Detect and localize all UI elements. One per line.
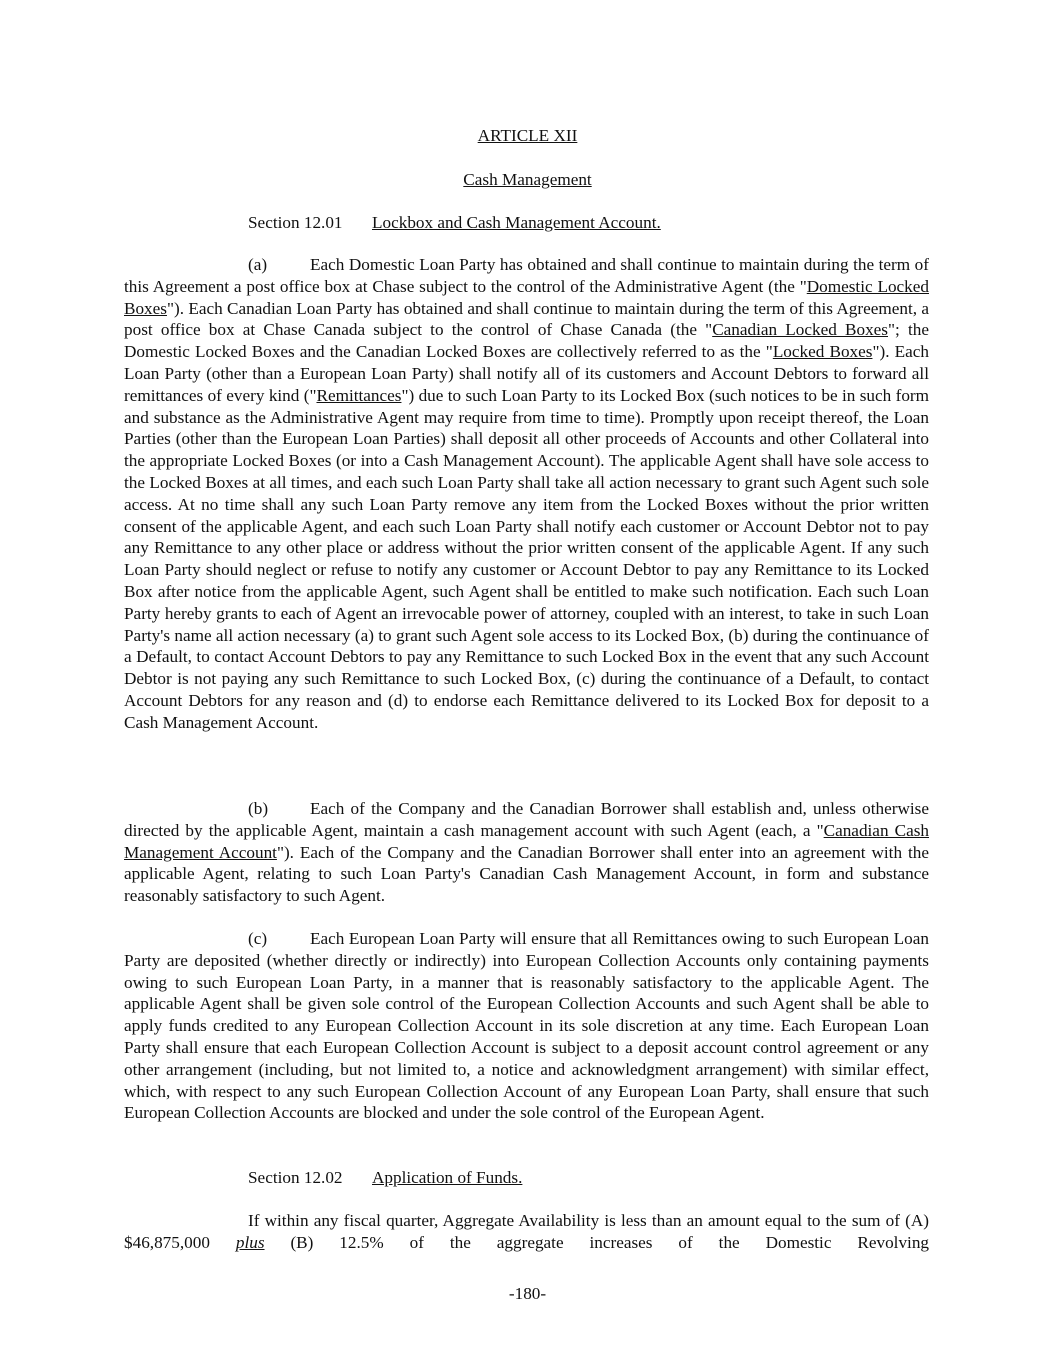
page-number: -180- (508, 1284, 547, 1303)
section-title: Application of Funds. (372, 1168, 523, 1187)
defined-term: Domestic Locked Boxes (124, 276, 929, 318)
article-title: ARTICLE XII (477, 126, 578, 145)
paragraph-text: (B) 12.5% of the aggregate increases of the Domestic Revolving (264, 1232, 930, 1252)
section-number: Section 12.01 (248, 213, 343, 232)
paragraph-label: (a) (248, 255, 268, 274)
section-heading-12-01 (248, 212, 661, 234)
paragraph-text: "). Each Canadian Loan Party has obtained and shall continue to maintain during the term of this Agreement, a post office box at Chase Canada subject to the control of Chase Canada (the " (124, 298, 929, 340)
defined-term: Remittances (316, 385, 402, 405)
plus-term: plus (235, 1232, 265, 1252)
section-heading-12-02 (248, 1167, 522, 1189)
defined-term: Canadian Locked Boxes (712, 320, 888, 340)
paragraph-text: Each Domestic Loan Party has obtained and shall continue to maintain during the term of this Agreement a post office box at Chase subject to the control of the Administrative Agent (the " (124, 255, 929, 296)
paragraph-label: (c) (248, 929, 268, 948)
paragraph-text: Each European Loan Party will ensure that all Remittances owing to such European Loan Party are deposited (whether directly or indirectly) into European Collection Accounts only containing payments owing to such European Loan Party, in a manner that is reasonably satisfactory to the applicable Agent. The applicable Agent shall be given sole control of the European Collection Accounts and such Agent shall be able to apply funds credited to any European Collection Account in its sole discretion at any time. Each European Loan Party shall ensure that each European Collection Account is subject to a deposit account control agreement or any other arrangement (including, but not limited to, a notice and acknowledgment arrangement) with similar effect, which, with respect to any such European Collection Account of any European Loan Party, shall ensure that such European Collection Accounts are blocked and under the sole control of the European Agent. (124, 929, 929, 1123)
paragraph-c (124, 928, 929, 1124)
paragraph-b (124, 798, 929, 907)
section-title: Lockbox and Cash Management Account. (372, 213, 661, 232)
paragraph-text: "; the Domestic Locked Boxes and the Canadian Locked Boxes are collectively referred to as the " (124, 320, 929, 362)
section-number: Section 12.02 (248, 1168, 343, 1187)
paragraph-text: If within any fiscal quarter, Aggregate Availability is less than an amount equal to the sum of (A) $46,875,000 (124, 1211, 929, 1252)
defined-term: Canadian Cash Management Account (124, 820, 929, 862)
paragraph-text: ") due to such Loan Party to its Locked Box (such notices to be in such form and substance as the Administrative Agent may require from time to time). Promptly upon receipt thereof, the Loan Parties (other than the European Loan Parties) shall deposit all other proceeds of Accounts and other Collateral into the appropriate Locked Boxes (or into a Cash Management Account). The applicable Agent shall have sole access to the Locked Boxes at all times, and each such Loan Party shall take all action necessary to grant such Agent such sole access. At no time shall any such Loan Party remove any item from the Locked Boxes without the prior written consent of the applicable Agent, and each such Loan Party shall notify each customer or Account Debtor not to pay any Remittance to any other place or address without the prior written consent of the applicable Agent. If any such Loan Party should neglect or refuse to notify any customer or Account Debtor to pay any Remittance to its Locked Box after notice from the applicable Agent, such Agent shall be entitled to make such notification. Each such Loan Party hereby grants to each of Agent an irrevocable power of attorney, coupled with an interest, to take in such Loan Party's name all action necessary (a) to grant such Agent sole access to its Locked Box, (b) during the continuance of a Default, to contact Account Debtors to pay any Remittance to such Locked Box in the event that any such Account Debtor is not paying any such Remittance to such Locked Box, (c) during the continuance of a Default, to contact Account Debtors for any reason and (d) to endorse each Remittance delivered to its Locked Box for deposit to a Cash Management Account. (124, 385, 929, 732)
paragraph-application-of-funds (124, 1210, 929, 1254)
paragraph-label: (b) (248, 799, 269, 818)
article-subtitle: Cash Management (463, 170, 592, 189)
paragraph-a (124, 254, 929, 734)
defined-term: Locked Boxes (772, 342, 873, 362)
paragraph-text: "). Each Loan Party (other than a European Loan Party) shall notify all of its customers and Account Debtors to forward all remittances of every kind (" (124, 342, 929, 405)
paragraph-text: Each of the Company and the Canadian Borrower shall establish and, unless otherwise directed by the applicable Agent, maintain a cash management account with such Agent (each, a " (124, 799, 929, 840)
paragraph-text: "). Each of the Company and the Canadian Borrower shall enter into an agreement with the applicable Agent, relating to such Loan Party's Canadian Cash Management Account, in form and substance reasonably satisfactory to such Agent. (124, 842, 929, 906)
